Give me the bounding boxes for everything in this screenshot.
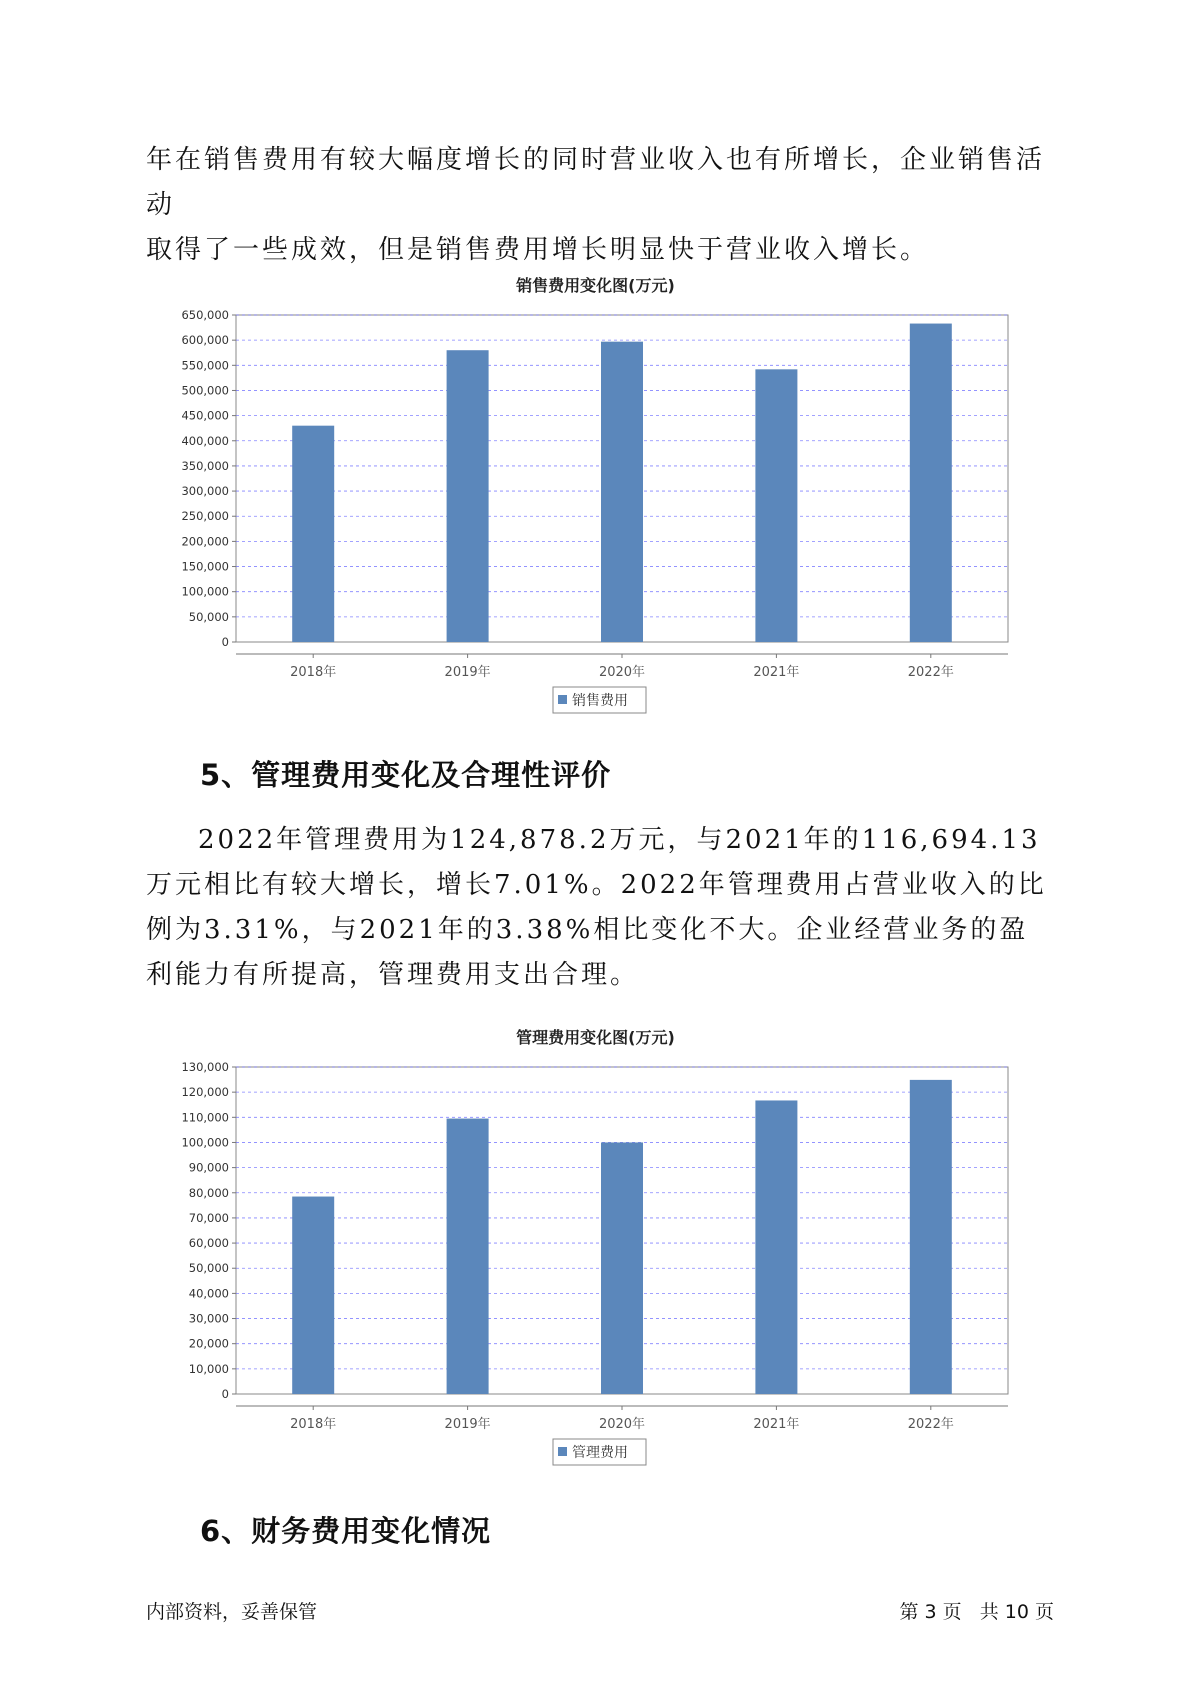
- y-tick-label: 0: [221, 635, 229, 649]
- y-tick-label: 100,000: [181, 584, 229, 599]
- y-tick-label: 130,000: [181, 1060, 229, 1074]
- x-tick-label: 2020年: [598, 1417, 646, 1432]
- y-tick-label: 60,000: [188, 1236, 229, 1251]
- y-tick-label: 70,000: [188, 1210, 229, 1225]
- y-tick-label: 100,000: [181, 1135, 229, 1150]
- y-tick-label: 650,000: [181, 308, 229, 322]
- y-tick-label: 50,000: [188, 609, 229, 624]
- bar: [910, 324, 952, 642]
- x-tick-label: 2022年: [907, 1417, 954, 1432]
- section-5-paragraph: [146, 818, 1054, 998]
- x-tick-label: 2018年: [290, 1417, 337, 1432]
- legend-swatch: [558, 1447, 567, 1456]
- y-tick-label: 150,000: [181, 559, 229, 574]
- intro-paragraph: [146, 138, 1054, 273]
- bar: [755, 369, 797, 642]
- y-tick-label: 110,000: [181, 1110, 229, 1125]
- y-tick-label: 80,000: [188, 1185, 229, 1200]
- legend-swatch: [558, 695, 567, 704]
- y-tick-label: 0: [221, 1387, 229, 1401]
- x-tick-label: 2021年: [753, 665, 800, 680]
- y-tick-label: 30,000: [188, 1311, 229, 1326]
- bar: [447, 350, 489, 642]
- sales-expense-chart: [0, 300, 1191, 720]
- y-tick-label: 200,000: [181, 534, 229, 549]
- admin-expense-chart: [0, 1052, 1191, 1472]
- x-tick-label: 2021年: [753, 1417, 800, 1432]
- y-tick-label: 50,000: [188, 1261, 229, 1276]
- bar: [292, 1197, 334, 1394]
- y-tick-label: 10,000: [188, 1361, 229, 1376]
- y-tick-label: 40,000: [188, 1286, 229, 1301]
- page-number: 第 3 页 共 10 页: [899, 1601, 1054, 1623]
- legend-label: 销售费用: [572, 693, 628, 709]
- y-tick-label: 550,000: [181, 358, 229, 373]
- y-tick-label: 450,000: [181, 408, 229, 423]
- y-tick-label: 90,000: [188, 1160, 229, 1175]
- y-tick-label: 250,000: [181, 509, 229, 524]
- section-5-text: 2022年管理费用为124,878.2万元，与2021年的116,694.13万元相比有较大增长，增长7.01%。2022年管理费用占营业收入的比例为3.31%，与2021年的3.38%相比变化不大。企业经营业务的盈利能力有所提高，管理费用支出合理。: [146, 825, 1047, 990]
- intro-line-2: 取得了一些成效，但是销售费用增长明显快于营业收入增长。: [146, 235, 930, 265]
- y-tick-label: 500,000: [181, 383, 229, 398]
- bar: [447, 1119, 489, 1394]
- section-6-heading: 6、财务费用变化情况: [200, 1514, 492, 1548]
- bar: [601, 1142, 643, 1394]
- x-tick-label: 2018年: [290, 665, 337, 680]
- footer-note: 内部资料，妥善保管: [146, 1601, 318, 1623]
- x-tick-label: 2020年: [598, 665, 646, 680]
- y-tick-label: 300,000: [181, 484, 229, 499]
- chart-title-admin: 管理费用变化图(万元): [516, 1028, 675, 1047]
- x-tick-label: 2019年: [444, 665, 491, 680]
- x-tick-label: 2019年: [444, 1417, 491, 1432]
- y-tick-label: 350,000: [181, 458, 229, 473]
- legend-label: 管理费用: [572, 1445, 628, 1461]
- intro-line-1: 年在销售费用有较大幅度增长的同时营业收入也有所增长，企业销售活动: [146, 145, 1046, 220]
- section-5-heading: 5、管理费用变化及合理性评价: [200, 758, 612, 792]
- bar: [755, 1100, 797, 1394]
- y-tick-label: 400,000: [181, 433, 229, 448]
- bar: [601, 342, 643, 642]
- x-tick-label: 2022年: [907, 665, 954, 680]
- y-tick-label: 600,000: [181, 333, 229, 348]
- y-tick-label: 120,000: [181, 1085, 229, 1100]
- chart-title-sales: 销售费用变化图(万元): [516, 276, 675, 295]
- bar: [910, 1080, 952, 1394]
- y-tick-label: 20,000: [188, 1336, 229, 1351]
- bar: [292, 426, 334, 642]
